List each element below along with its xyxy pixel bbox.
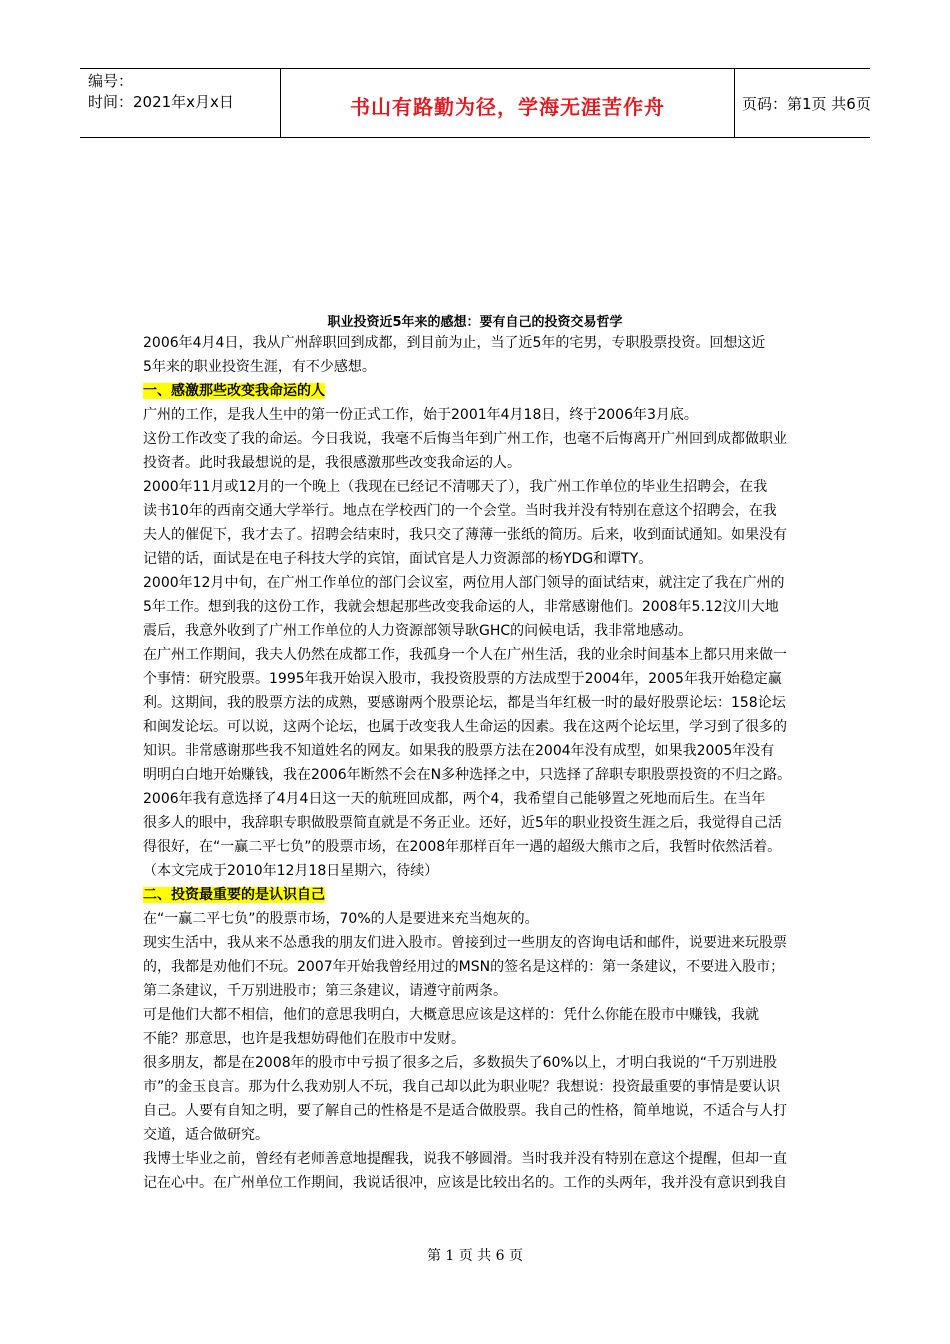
body-text-line: 不能？那意思，也许是我想妨碍他们在股市中发财。	[143, 1031, 465, 1047]
header-meta	[88, 71, 288, 113]
body-text-line: 记在心中。在广州单位工作期间，我说话很冲，应该是比较出名的。工作的头两年，我并没有意识到我自	[143, 1175, 787, 1191]
body-text-line: 很多朋友，都是在2008年的股市中亏损了很多之后，多数损失了60%以上，才明白我说的“千万别进股	[143, 1055, 777, 1071]
body-text-line: 在“一赢二平七负”的股票市场，70%的人是要进来充当炮灰的。	[143, 911, 539, 927]
body-text-line: 个事情：研究股票。1995年我开始误入股市，我投资股票的方法成型于2004年，2005年我开始稳定赢	[143, 671, 782, 687]
article-body	[143, 331, 811, 1195]
document-date-label: 时间：2021年x月x日	[88, 93, 234, 111]
body-text-line: 这份工作改变了我的命运。今日我说，我毫不后悔当年到广州工作，也毫不后悔离开广州回到成都做职业	[143, 431, 787, 447]
body-text-line: 市”的金玉良言。那为什么我劝别人不玩，我自己却以此为职业呢？我想说：投资最重要的事情是要认识	[143, 1079, 781, 1095]
body-text-line: 得很好，在“一赢二平七负”的股票市场，在2008年那样百年一遇的超级大熊市之后，我暂时依然活着。	[143, 839, 782, 855]
body-text-line: 2006年我有意选择了4月4日这一天的航班回成都，两个4，我希望自己能够置之死地而后生。在当年	[143, 791, 766, 807]
body-text-line: 2000年11月或12月的一个晚上（我现在已经记不清哪天了），我广州工作单位的毕业生招聘会，在我	[143, 479, 768, 495]
body-text-line: 记错的话，面试是在电子科技大学的宾馆，面试官是人力资源部的杨YDG和谭TY。	[143, 551, 653, 567]
body-text-line: 交道，适合做研究。	[143, 1127, 269, 1143]
body-text-line: 5年来的职业投资生涯，有不少感想。	[143, 359, 376, 375]
header-motto: 书山有路勤为径，学海无涯苦作舟	[350, 95, 665, 119]
document-number-label: 编号：	[88, 72, 134, 90]
body-text-line: （本文完成于2010年12月18日星期六，待续）	[143, 863, 439, 879]
section-heading-text: 一、感激那些改变我命运的人	[143, 383, 325, 399]
section-heading	[143, 379, 811, 403]
body-text-line: 自己。人要有自知之明，要了解自己的性格是不是适合做股票。我自己的性格，简单地说，不适合与人打	[143, 1103, 787, 1119]
page-header	[80, 68, 870, 138]
body-text-line: 2000年12月中旬，在广州工作单位的部门会议室，两位用人部门领导的面试结束，就注定了我在广州的	[143, 575, 785, 591]
body-text-line: 现实生活中，我从来不怂恿我的朋友们进入股市。曾接到过一些朋友的咨询电话和邮件，说要进来玩股票	[143, 935, 787, 951]
header-page-code: 页码：第1页 共6页	[742, 95, 871, 113]
body-text-line: 在广州工作期间，我夫人仍然在成都工作，我孤身一个人在广州生活，我的业余时间基本上都只用来做一	[143, 647, 787, 663]
body-text-line: 广州的工作，是我人生中的第一份正式工作，始于2001年4月18日，终于2006年3月底。	[143, 407, 698, 423]
body-text-line: 知识。非常感谢那些我不知道姓名的网友。如果我的股票方法在2004年没有成型，如果我2005年没有	[143, 743, 775, 759]
page-footer: 第 1 页 共 6 页	[426, 1248, 524, 1264]
body-text-line: 我博士毕业之前，曾经有老师善意地提醒我，说我不够圆滑。当时我并没有特别在意这个提醒，但却一直	[143, 1151, 787, 1167]
body-text-line: 很多人的眼中，我辞职专职做股票简直就是不务正业。还好，近5年的职业投资生涯之后，我觉得自己活	[143, 815, 782, 831]
body-text-line: 震后，我意外收到了广州工作单位的人力资源部领导耿GHC的问候电话，我非常地感动。	[143, 623, 693, 639]
body-text-line: 夫人的催促下，我才去了。招聘会结束时，我只交了薄薄一张纸的简历。后来，收到面试通知。如果没有	[143, 527, 787, 543]
body-text-line: 2006年4月4日，我从广州辞职回到成都，到目前为止，当了近5年的宅男，专职股票投资。回想这近	[143, 335, 766, 351]
body-text-line: 第二条建议，千万别进股市；第三条建议，请遵守前两条。	[143, 983, 507, 999]
section-heading	[143, 883, 811, 907]
header-motto-cell	[280, 69, 735, 137]
body-text-line: 的，我都是劝他们不玩。2007年开始我曾经用过的MSN的签名是这样的：第一条建议，不要进入股市；	[143, 959, 785, 975]
article-title: 职业投资近5年来的感想：要有自己的投资交易哲学	[327, 315, 623, 330]
body-text-line: 5年工作。想到我的这份工作，我就会想起那些改变我命运的人，非常感谢他们。2008年5.12汶川大地	[143, 599, 779, 615]
body-text-line: 投资者。此时我最想说的是，我很感激那些改变我命运的人。	[143, 455, 521, 471]
body-text-line: 明明白白地开始赚钱，我在2006年断然不会在N多种选择之中，只选择了辞职专职股票投资的不归之路。	[143, 767, 792, 783]
section-heading-text: 二、投资最重要的是认识自己	[143, 887, 325, 903]
body-text-line: 利。这期间，我的股票方法的成熟，要感谢两个股票论坛，都是当年红极一时的最好股票论坛：158论坛	[143, 695, 786, 711]
body-text-line: 读书10年的西南交通大学举行。地点在学校西门的一个会堂。当时我并没有特别在意这个招聘会，在我	[143, 503, 777, 519]
body-text-line: 和闽发论坛。可以说，这两个论坛，也属于改变我人生命运的因素。我在这两个论坛里，学习到了很多的	[143, 719, 787, 735]
body-text-line: 可是他们大都不相信，他们的意思我明白，大概意思应该是这样的：凭什么你能在股市中赚钱，我就	[143, 1007, 759, 1023]
